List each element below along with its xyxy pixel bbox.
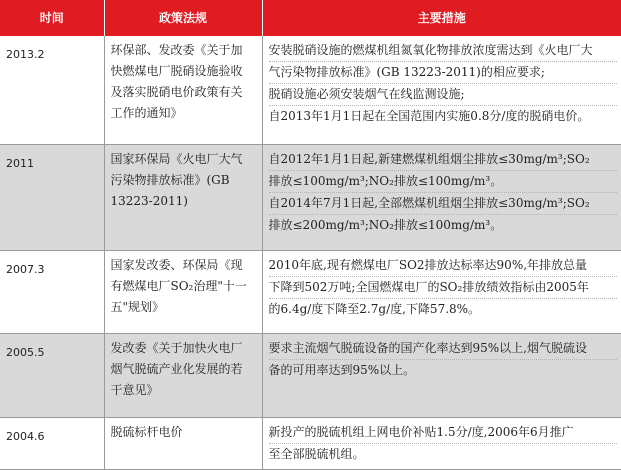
header-policy: 政策法规 [104,0,262,36]
measure-line: 脱硝设施必须安装烟气在线监测设施; [269,84,618,106]
measure-line: 要求主流烟气脱硫设备的国产化率达到95%以上,烟气脱硫设 [269,338,618,360]
row-measures [262,36,621,144]
row-policy [104,36,262,144]
table-row [0,144,621,250]
table-row [0,250,621,333]
header-measures: 主要措施 [262,0,621,36]
row-policy [104,333,262,417]
measure-line: 至全部脱硫机组。 [268,446,365,461]
row-policy [104,417,262,469]
header-time: 时间 [0,0,104,36]
policy-line: 工作的通知》 [110,106,183,120]
policy-line: 脱硫标杆电价 [110,424,183,439]
measure-line: 排放≤100mg/m³;NO₂排放≤100mg/m³。 [269,171,618,193]
policy-line: 干意见》 [110,382,159,397]
measure-line: 自2014年7月1日起,全部燃煤机组烟尘排放≤30mg/m³;SO₂ [269,193,618,215]
measure-line: 气污染物排放标准》(GB 13223-2011)的相应要求; [269,62,618,84]
row-policy [104,250,262,333]
policy-line: 快燃煤电厂脱硝设施验收 [110,64,243,78]
measure-line: 自2012年1月1日起,新建燃煤机组烟尘排放≤30mg/m³;SO₂ [269,149,618,171]
policy-line: 五"规划》 [110,299,165,314]
measure-line: 自2013年1月1日起在全国范围内实施0.8分/度的脱硝电价。 [268,109,590,123]
policy-line: 国家发改委、环保局《现 [110,257,243,272]
row-time: 2004.6 [0,417,104,469]
policy-line: 环保部、发改委《关于加 [110,43,243,57]
policy-line: 发改委《关于加快火电厂 [110,340,243,355]
table-row [0,417,621,469]
table-row [0,333,621,417]
row-policy [104,144,262,250]
row-measures [262,250,621,333]
policy-line: 烟气脱硫产业化发展的若 [110,361,243,376]
table-header-row [0,0,621,36]
measure-line: 备的可用率达到95%以上。 [268,362,416,377]
measure-line: 新投产的脱硫机组上网电价补贴1.5分/度,2006年6月推广 [269,422,618,444]
measure-line: 的6.4g/度下降至2.7g/度,下降57.8%。 [268,301,481,316]
row-time: 2007.3 [0,250,104,333]
measure-line: 安装脱硝设施的燃煤机组氮氧化物排放浓度需达到《火电厂大 [269,40,618,62]
policy-line: 国家环保局《火电厂大气 [110,151,243,166]
row-measures [262,144,621,250]
measure-line: 排放≤200mg/m³;NO₂排放≤100mg/m³。 [268,217,503,232]
policy-line: 有燃煤电厂SO₂治理"十一 [110,278,247,293]
policy-line: 污染物排放标准》(GB [110,172,230,187]
row-measures [262,417,621,469]
row-time: 2005.5 [0,333,104,417]
row-measures [262,333,621,417]
row-time: 2011 [0,144,104,250]
table-row [0,36,621,144]
row-time: 2013.2 [0,36,104,144]
measure-line: 下降到502万吨;全国燃煤电厂的SO₂排放绩效指标由2005年 [269,277,618,299]
policy-line: 及落实脱硝电价政策有关 [110,85,243,99]
measure-line: 2010年底,现有燃煤电厂SO2排放达标率达90%,年排放总量 [269,255,618,277]
policy-line: 13223-2011) [110,193,188,208]
